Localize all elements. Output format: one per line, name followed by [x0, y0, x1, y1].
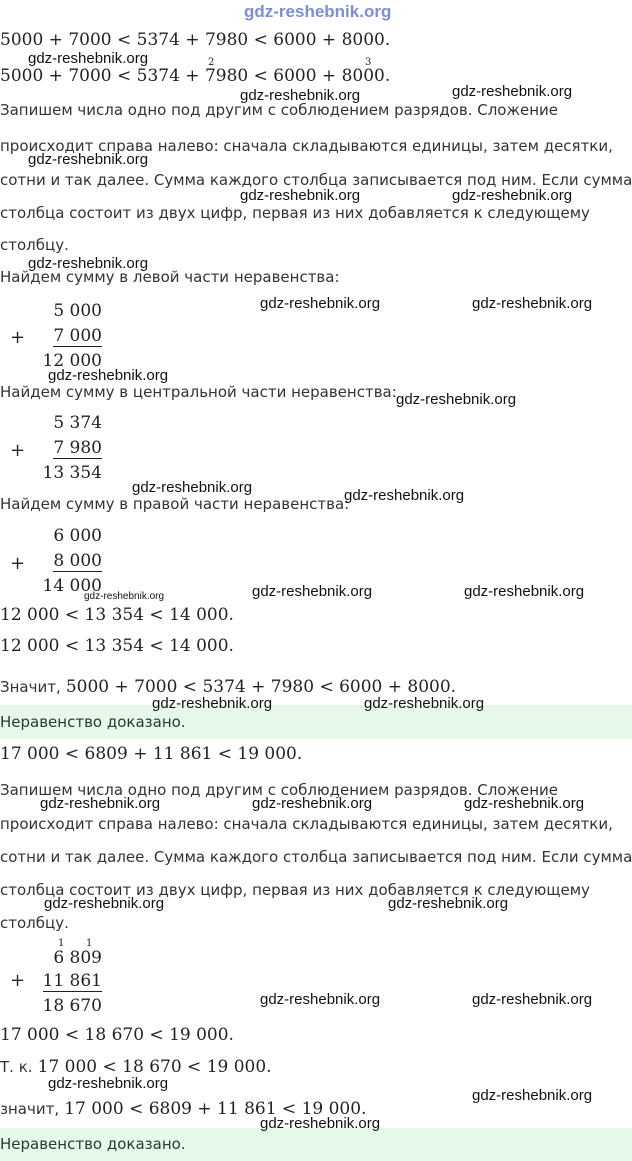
- tk-word: Т. к.: [0, 1058, 33, 1076]
- watermark: gdz-reshebnik.org: [260, 295, 381, 312]
- conclusion-math: 5000 + 7000 < 5374 + 7980 < 6000 + 8000.: [65, 677, 457, 697]
- watermark-top: gdz-reshebnik.org: [244, 2, 392, 21]
- addend: 6 000: [53, 526, 102, 546]
- proven-text: Неравенство доказано.: [0, 1135, 186, 1153]
- addend: 7 980: [53, 438, 102, 458]
- addend: 11 861: [42, 971, 102, 991]
- watermark: gdz-reshebnik.org: [452, 83, 573, 100]
- explanation-line: Запишем числа одно под другим с соблюдением разрядов. Сложение: [0, 101, 559, 119]
- conclusion-math: 17 000 < 6809 + 11 861 < 19 000.: [64, 1099, 367, 1119]
- sum-result: 12 000: [42, 351, 102, 371]
- watermark: gdz-reshebnik.org: [260, 1115, 381, 1132]
- watermark: gdz-reshebnik.org: [472, 295, 593, 312]
- plus-sign: +: [10, 327, 26, 348]
- watermark: gdz-reshebnik.org: [240, 187, 361, 204]
- watermark: gdz-reshebnik.org: [464, 583, 585, 600]
- plus-sign: +: [10, 553, 26, 574]
- carry-digit: 1: [58, 938, 65, 949]
- watermark: gdz-reshebnik.org: [48, 1075, 169, 1092]
- watermark: gdz-reshebnik.org: [28, 151, 149, 168]
- section-heading: Найдем сумму в центральной части неравенства:: [0, 383, 397, 401]
- sum-result: 14 000: [42, 576, 102, 596]
- section-heading: Найдем сумму в левой части неравенства:: [0, 268, 340, 286]
- watermark: gdz-reshebnik.org: [472, 991, 593, 1008]
- carry-digit: 3: [365, 57, 372, 68]
- tk-math: 17 000 < 18 670 < 19 000.: [37, 1057, 272, 1077]
- watermark: gdz-reshebnik.org: [152, 695, 273, 712]
- watermark: gdz-reshebnik.org: [452, 187, 573, 204]
- comparison: 12 000 < 13 354 < 14 000.: [0, 605, 234, 625]
- watermark: gdz-reshebnik.org: [240, 87, 361, 104]
- watermark: gdz-reshebnik.org: [252, 795, 373, 812]
- proven-banner: [0, 705, 632, 739]
- section-heading: Найдем сумму в правой части неравенства:: [0, 495, 350, 513]
- explanation-line: столбца состоит из двух цифр, первая из них добавляется к следующему: [0, 204, 590, 222]
- addend: 8 000: [53, 551, 102, 571]
- explanation-line: происходит справа налево: сначала складываются единицы, затем десятки,: [0, 137, 613, 155]
- carry-digit: 2: [208, 57, 215, 68]
- watermark: gdz-reshebnik.org: [396, 391, 517, 408]
- watermark: gdz-reshebnik.org: [132, 479, 253, 496]
- conclusion-line: [0, 677, 456, 697]
- sum-result: 13 354: [42, 463, 102, 483]
- proven-text: Неравенство доказано.: [0, 713, 186, 731]
- addend: 5 374: [53, 413, 102, 433]
- watermark: gdz-reshebnik.org: [364, 695, 485, 712]
- comparison: 12 000 < 13 354 < 14 000.: [0, 636, 234, 656]
- conclusion-word: Значит,: [0, 678, 61, 696]
- watermark: gdz-reshebnik.org: [252, 583, 373, 600]
- watermark: gdz-reshebnik.org: [48, 367, 169, 384]
- explanation-line: столбцу.: [0, 914, 69, 932]
- explanation-line: столбцу.: [0, 236, 69, 254]
- addend: 6 809: [53, 948, 102, 968]
- explanation-line: сотни и так далее. Сумма каждого столбца записывается под ним. Если сумма: [0, 171, 632, 189]
- proven-banner: [0, 1128, 632, 1161]
- addend: 5 000: [53, 301, 102, 321]
- explanation-line: сотни и так далее. Сумма каждого столбца записывается под ним. Если сумма: [0, 848, 632, 866]
- watermark: gdz-reshebnik.org: [28, 50, 149, 67]
- carry-digit: 1: [86, 938, 93, 949]
- inequality-2: 17 000 < 6809 + 11 861 < 19 000.: [0, 744, 303, 764]
- watermark: gdz-reshebnik.org: [260, 991, 381, 1008]
- watermark: gdz-reshebnik.org: [388, 895, 509, 912]
- explanation-line: происходит справа налево: сначала складываются единицы, затем десятки,: [0, 815, 613, 833]
- tk-line: [0, 1057, 272, 1077]
- watermark: gdz-reshebnik.org: [44, 895, 165, 912]
- watermark: gdz-reshebnik.org: [472, 1087, 593, 1104]
- explanation-line: Запишем числа одно под другим с соблюдением разрядов. Сложение: [0, 781, 559, 799]
- addend: 7 000: [53, 326, 102, 346]
- watermark: gdz-reshebnik.org: [464, 795, 585, 812]
- inequality-1-carry: 5000 + 7000 < 5374 + 7980 < 6000 + 8000.: [0, 66, 391, 86]
- inequality-1: 5000 + 7000 < 5374 + 7980 < 6000 + 8000.: [0, 30, 391, 50]
- conclusion-word: значит,: [0, 1100, 60, 1118]
- plus-sign: +: [10, 970, 26, 991]
- sum-result: 18 670: [42, 996, 102, 1016]
- comparison: 17 000 < 18 670 < 19 000.: [0, 1025, 234, 1045]
- explanation-line: столбца состоит из двух цифр, первая из них добавляется к следующему: [0, 881, 590, 899]
- watermark: gdz-reshebnik.org: [28, 255, 149, 272]
- watermark: gdz-reshebnik.org: [84, 591, 165, 602]
- watermark: gdz-reshebnik.org: [40, 795, 161, 812]
- watermark: gdz-reshebnik.org: [344, 487, 465, 504]
- plus-sign: +: [10, 440, 26, 461]
